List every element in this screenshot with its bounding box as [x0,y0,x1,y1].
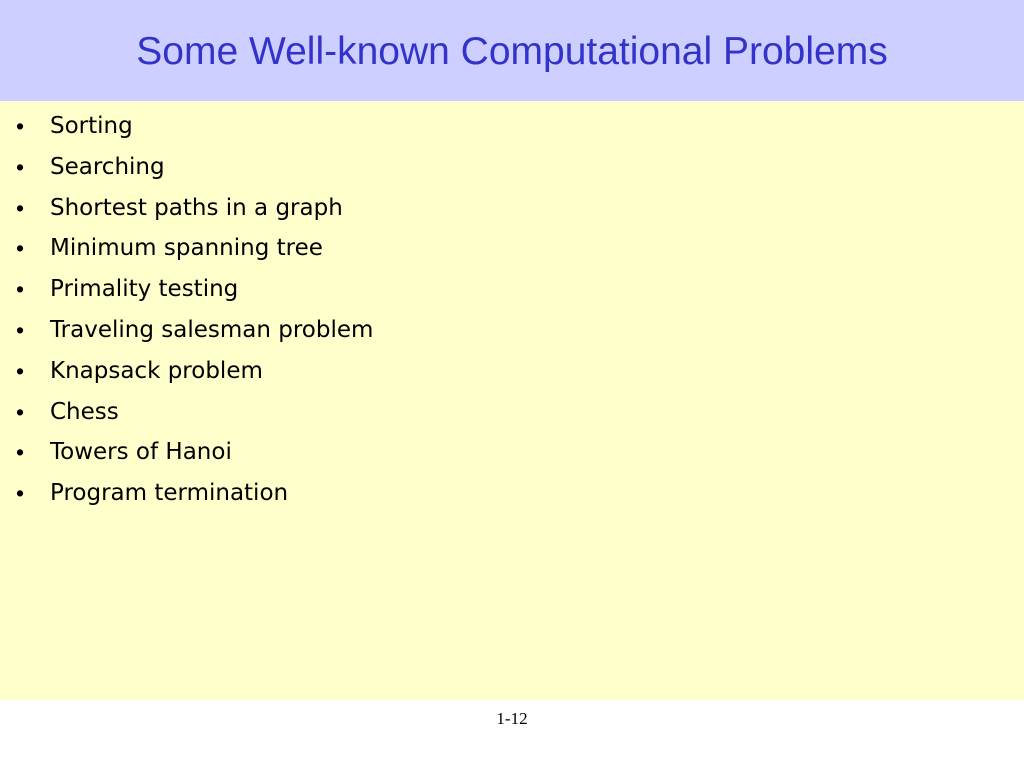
bullet-text: Primality testing [50,276,239,303]
bullet-text: Traveling salesman problem [50,316,374,343]
bullet-marker: • [16,398,25,425]
content-area [0,101,1024,700]
bullet-marker: • [16,235,25,262]
bullet-text: Towers of Hanoi [50,439,232,466]
bullet-marker: • [16,357,25,384]
title-band [0,0,1024,101]
bullet-marker: • [16,316,25,343]
bullet-text: Searching [50,153,165,180]
slide-title: Some Well-known Computational Problems [136,30,888,73]
bullet-marker: • [16,439,25,466]
bullet-marker: • [16,113,25,139]
bullet-marker: • [16,153,25,180]
slide-footer [0,700,1024,768]
bullet-text: Chess [50,398,119,425]
bullet-text: Knapsack problem [50,357,263,384]
bullet-text: Shortest paths in a graph [50,194,343,221]
bullet-marker: • [16,276,25,303]
bullet-text: Program termination [50,480,289,507]
bullet-text: Sorting [50,113,133,139]
bullet-marker: • [16,194,25,221]
page-number: 1-12 [496,709,528,728]
bullet-text: Minimum spanning tree [50,235,323,262]
bullet-marker: • [16,480,25,507]
